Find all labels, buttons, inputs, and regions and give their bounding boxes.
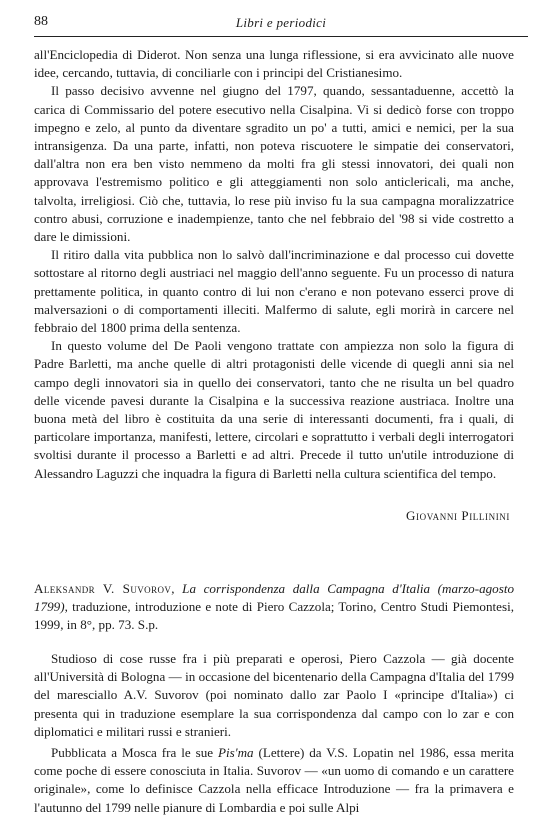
paragraph: Il passo decisivo avvenne nel giugno del 1797, quando, sessantaduenne, accettò la carica di Commissario del potere esecutivo nella Cisalpina. Vi si dedicò forse con troppo impegno e zelo, al punto da diventare sgradito un po' a tutti, amici e nemici, per la sua intransigenza. Da una parte, infatti, non poteva riscuotere le simpatie dei conservatori, dall'altra non era ben visto nemmeno da molti fra gli stessi innovatori, dei quali non approvava l'estremismo politico e gli atteggiamenti non solo anticlericali, ma anche, talvolta, irreligiosi. Ciò che, tuttavia, lo rese più inviso fu la sua campagna moralizzatrice contro abusi, corruzione e inadempienze, tanto che nel febbraio del '98 si vide costretto a dare le dimissioni. <box>34 83 514 245</box>
paragraph <box>34 744 514 817</box>
book-author: Aleksandr V. Suvorov <box>34 581 172 596</box>
review-citation: Aleksandr V. Suvorov, La corrispondenza dalla Campagna d'Italia (marzo-agosto 1799), traduzione, introduzione e note di Piero Cazzola; Torino, Centro Studi Piemontesi, 1999, in 8°, pp. 73. S.p. <box>34 581 515 633</box>
paragraph: Studioso di cose russe fra i più preparati e operosi, Piero Cazzola — già docente all'Università di Bologna — in occasione del bicentenario della Campagna d'Italia del 1799 del maresciallo A.V. Suvorov (poi nominato dallo zar Paolo I «principe d'Italia») ci presenta qui in traduzione esemplare la sua corrispondenza dal campo con lo zar e con diplomatici e militari russi e stranieri. <box>34 651 514 739</box>
book-details: , traduzione, introduzione e note di Piero Cazzola; Torino, Centro Studi Piemontesi, 1999, in 8°, pp. 73. S.p. <box>34 599 514 633</box>
header-rule <box>34 36 528 37</box>
paragraph-continuation: all'Enciclopedia di Diderot. Non senza una lunga riflessione, si era avvicinato alle nuove idee, cercando, tuttavia, di conciliarle con i principi del Cristianesimo. <box>34 47 514 81</box>
paragraph-text: Pubblicata a Mosca fra le sue <box>51 745 219 761</box>
page-number: 88 <box>34 14 48 29</box>
paragraph-text: (Lettere) da V.S. Lopatin nel 1986, essa merita come poche di essere conosciuta in Italia. Suvorov — «un uomo di comando e un carattere originale», come lo definisce Cazzola nella efficace Introduzione — fra la primavera e l'autunno del 1799 nelle pianure di Lombardia e poi sulle Alpi <box>34 745 514 815</box>
running-title: Libri e periodici <box>235 15 327 30</box>
previous-review-text <box>34 46 514 483</box>
review-text <box>34 650 514 817</box>
book-title: La corrispondenza dalla Campagna d'Italia (marzo-agosto 1799) <box>34 581 515 615</box>
page-header <box>34 14 528 34</box>
cited-work-title: Pis'ma <box>218 745 254 761</box>
paragraph: In questo volume del De Paoli vengono trattate con ampiezza non solo la figura di Padre Barletti, ma anche quelle di altri protagonisti delle vicende di quegli anni sia nel campo degli innovatori sia in quello dei conservatori, tanto che ne risulta un bel quadro delle vicende pavesi durante la Cisalpina e la successiva reazione austriaca. Inoltre una buona metà del libro è costituita da una serie di interessanti documenti, fra i quali, di particolare importanza, manifesti, lettere, circolari e soprattutto i verbali degli interrogatori svoltisi durante il processo a Barletti e ad altri. Precede il tutto un'utile introduzione di Alessandro Laguzzi che inquadra la figura di Barletti nella cultura scientifica del tempo. <box>34 338 514 481</box>
reviewer-signature: Giovanni Pillinini <box>406 508 510 523</box>
paragraph: Il ritiro dalla vita pubblica non lo salvò dall'incriminazione e dal processo cui dovette sottostare al ritorno degli austriaci nel maggio dell'anno seguente. Fu un processo di natura prettamente politica, in quanto contro di lui non c'erano e non potevano esserci prove di malversazioni o di comportamenti illeciti. Malfermo di salute, egli morirà in carcere nel febbraio del 1800 prima della sentenza. <box>34 247 514 336</box>
